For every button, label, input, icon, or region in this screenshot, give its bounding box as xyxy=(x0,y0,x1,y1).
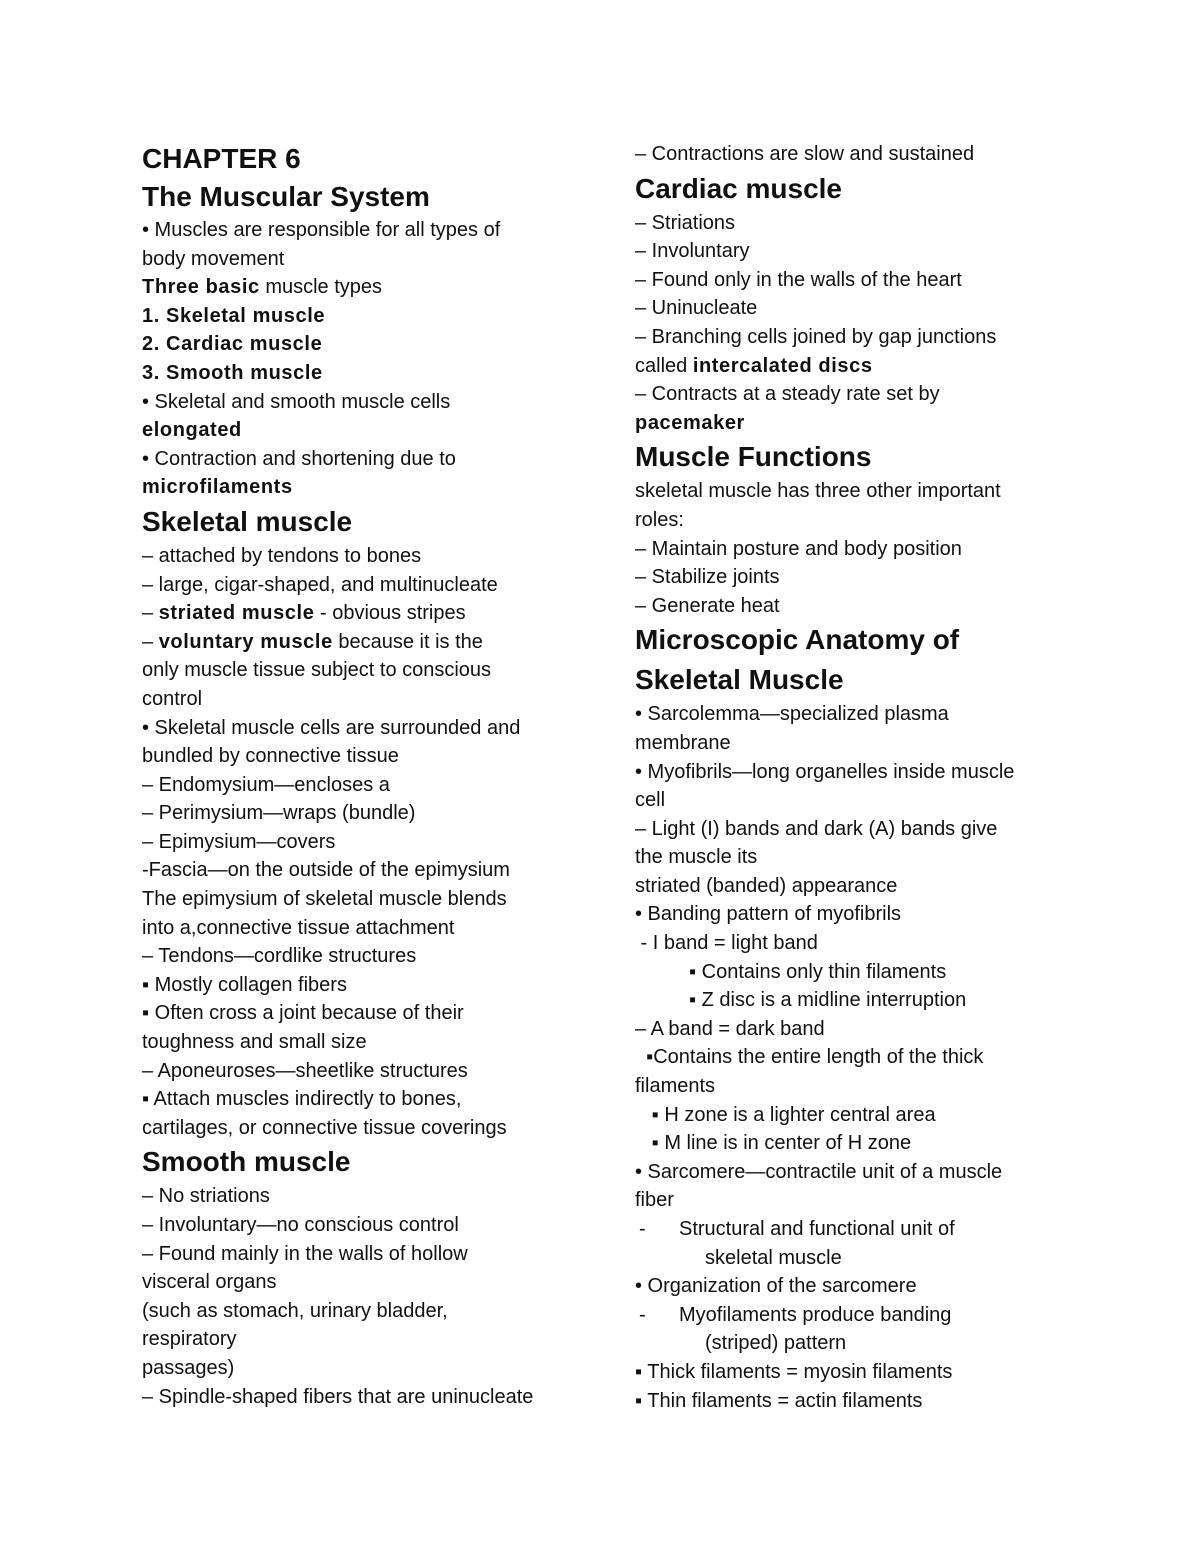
text-line: – No striations xyxy=(142,1185,270,1208)
text-line: striated (banded) appearance xyxy=(635,874,898,897)
text-line: – Epimysium—covers xyxy=(142,830,336,853)
text-line: ▪ Thin filaments = actin filaments xyxy=(635,1389,923,1412)
text-line: • Sarcomere—contractile unit of a muscle xyxy=(635,1160,1003,1183)
text-line: • Muscles are responsible for all types of xyxy=(142,219,501,241)
text-line: – attached by tendons to bones xyxy=(142,544,422,567)
text-line xyxy=(635,1301,1075,1330)
bold-term: Three basic xyxy=(142,276,260,299)
bold-term: striated muscle xyxy=(158,602,315,625)
text-line xyxy=(635,1215,1075,1244)
text-line: - I band = light band xyxy=(635,932,818,955)
text-line: roles: xyxy=(635,508,684,531)
chapter-label: CHAPTER 6 xyxy=(142,143,301,174)
text-span: Myofilaments produce banding xyxy=(679,1303,952,1326)
text-line: ▪Contains the entire length of the thick xyxy=(635,1046,984,1069)
section-heading-cardiac: Cardiac muscle xyxy=(635,172,842,204)
text-line: ▪ Contains only thin filaments xyxy=(689,960,947,983)
text-line: – A band = dark band xyxy=(635,1017,825,1040)
section-heading-microscopic-cont: Skeletal Muscle xyxy=(635,664,844,696)
text-line: ▪ Z disc is a midline interruption xyxy=(689,989,967,1012)
text-line: – Endomysium—encloses a xyxy=(142,773,390,796)
text-line: • Skeletal muscle cells are surrounded and xyxy=(142,716,521,739)
text-span: called xyxy=(635,354,693,377)
text-line: cell xyxy=(635,789,666,812)
text-line: The epimysium of skeletal muscle blends xyxy=(142,888,507,911)
section-heading-microscopic: Microscopic Anatomy of xyxy=(635,624,960,656)
list-dash: - xyxy=(639,1218,646,1240)
text-line: (striped) pattern xyxy=(705,1332,847,1355)
text-line: visceral organs xyxy=(142,1271,277,1294)
page-title: The Muscular System xyxy=(142,181,430,212)
text-line: – Contracts at a steady rate set by xyxy=(635,383,940,406)
text-span: muscle types xyxy=(259,276,383,299)
text-line: – Involuntary—no conscious control xyxy=(142,1214,459,1236)
text-line: – Spindle-shaped fibers that are uninucleate xyxy=(142,1385,534,1408)
muscle-type-item: 2. Cardiac muscle xyxy=(142,333,323,356)
text-line: – Stabilize joints xyxy=(635,566,780,589)
text-line: ▪ Mostly collagen fibers xyxy=(142,973,347,996)
text-line: the muscle its xyxy=(635,846,758,869)
text-line: filaments xyxy=(635,1075,716,1098)
text-line: ▪ Thick filaments = myosin filaments xyxy=(635,1360,953,1383)
text-line: – Generate heat xyxy=(635,594,780,617)
text-line: fiber xyxy=(635,1189,674,1212)
text-span: – xyxy=(142,602,159,625)
text-line xyxy=(142,599,592,628)
text-line: – Light (I) bands and dark (A) bands give xyxy=(635,817,998,840)
text-line: – Involuntary xyxy=(635,240,750,263)
text-line: passages) xyxy=(142,1356,235,1379)
text-line: -Fascia—on the outside of the epimysium xyxy=(142,859,510,882)
text-line: ▪ M line is in center of H zone xyxy=(635,1132,912,1155)
text-line: (such as stomach, urinary bladder, xyxy=(142,1299,448,1322)
text-line: – Branching cells joined by gap junctions xyxy=(635,325,997,348)
text-line: body movement xyxy=(142,247,285,270)
bold-term: pacemaker xyxy=(635,411,745,434)
text-line xyxy=(635,352,1075,381)
text-line: only muscle tissue subject to conscious xyxy=(142,659,492,682)
text-line: – large, cigar-shaped, and multinucleate xyxy=(142,573,498,596)
text-line: membrane xyxy=(635,731,731,754)
text-line: respiratory xyxy=(142,1328,237,1351)
section-heading-smooth: Smooth muscle xyxy=(142,1146,351,1178)
right-column xyxy=(635,140,1075,1415)
text-line: ▪ Often cross a joint because of their xyxy=(142,1002,464,1025)
text-line: • Skeletal and smooth muscle cells xyxy=(142,390,451,413)
text-line: – Uninucleate xyxy=(635,297,758,320)
bold-term: voluntary muscle xyxy=(158,630,333,653)
text-line: • Myofibrils—long organelles inside muscle xyxy=(635,760,1015,783)
left-column xyxy=(142,140,592,1411)
text-line: bundled by connective tissue xyxy=(142,745,399,768)
bold-term: elongated xyxy=(142,419,242,442)
text-line: toughness and small size xyxy=(142,1031,367,1054)
text-span: because it is the xyxy=(332,630,483,653)
text-line: control xyxy=(142,687,203,710)
text-line: – Aponeuroses—sheetlike structures xyxy=(142,1059,468,1082)
text-line: – Maintain posture and body position xyxy=(635,537,962,560)
text-line: • Banding pattern of myofibrils xyxy=(635,903,902,926)
text-line: skeletal muscle has three other important xyxy=(635,480,1001,503)
text-line: ▪ H zone is a lighter central area xyxy=(635,1103,936,1126)
text-span: Structural and functional unit of xyxy=(679,1218,955,1240)
bold-term: microfilaments xyxy=(142,476,293,499)
text-line: • Organization of the sarcomere xyxy=(635,1275,917,1298)
text-line: ▪ Attach muscles indirectly to bones, xyxy=(142,1088,462,1111)
text-line xyxy=(142,273,592,302)
text-line xyxy=(142,628,592,657)
text-line: – Striations xyxy=(635,211,736,234)
section-heading-functions: Muscle Functions xyxy=(635,441,872,473)
text-line: – Tendons—cordlike structures xyxy=(142,945,417,968)
muscle-type-item: 3. Smooth muscle xyxy=(142,361,323,384)
text-line: • Contraction and shortening due to xyxy=(142,447,456,470)
text-line: – Found only in the walls of the heart xyxy=(635,268,962,291)
text-span: – xyxy=(142,630,159,653)
text-line: cartilages, or connective tissue coverings xyxy=(142,1116,507,1139)
text-line: – Found mainly in the walls of hollow xyxy=(142,1242,468,1265)
section-heading-skeletal: Skeletal muscle xyxy=(142,505,353,537)
text-line: into a,connective tissue attachment xyxy=(142,916,455,939)
muscle-type-item: 1. Skeletal muscle xyxy=(142,304,326,327)
text-line: – Contractions are slow and sustained xyxy=(635,143,975,165)
text-span: - obvious stripes xyxy=(314,602,466,625)
text-line: skeletal muscle xyxy=(705,1246,842,1269)
list-dash: - xyxy=(639,1303,646,1326)
bold-term: intercalated discs xyxy=(692,354,873,377)
text-line: – Perimysium—wraps (bundle) xyxy=(142,802,416,825)
text-line: • Sarcolemma—specialized plasma xyxy=(635,703,949,726)
